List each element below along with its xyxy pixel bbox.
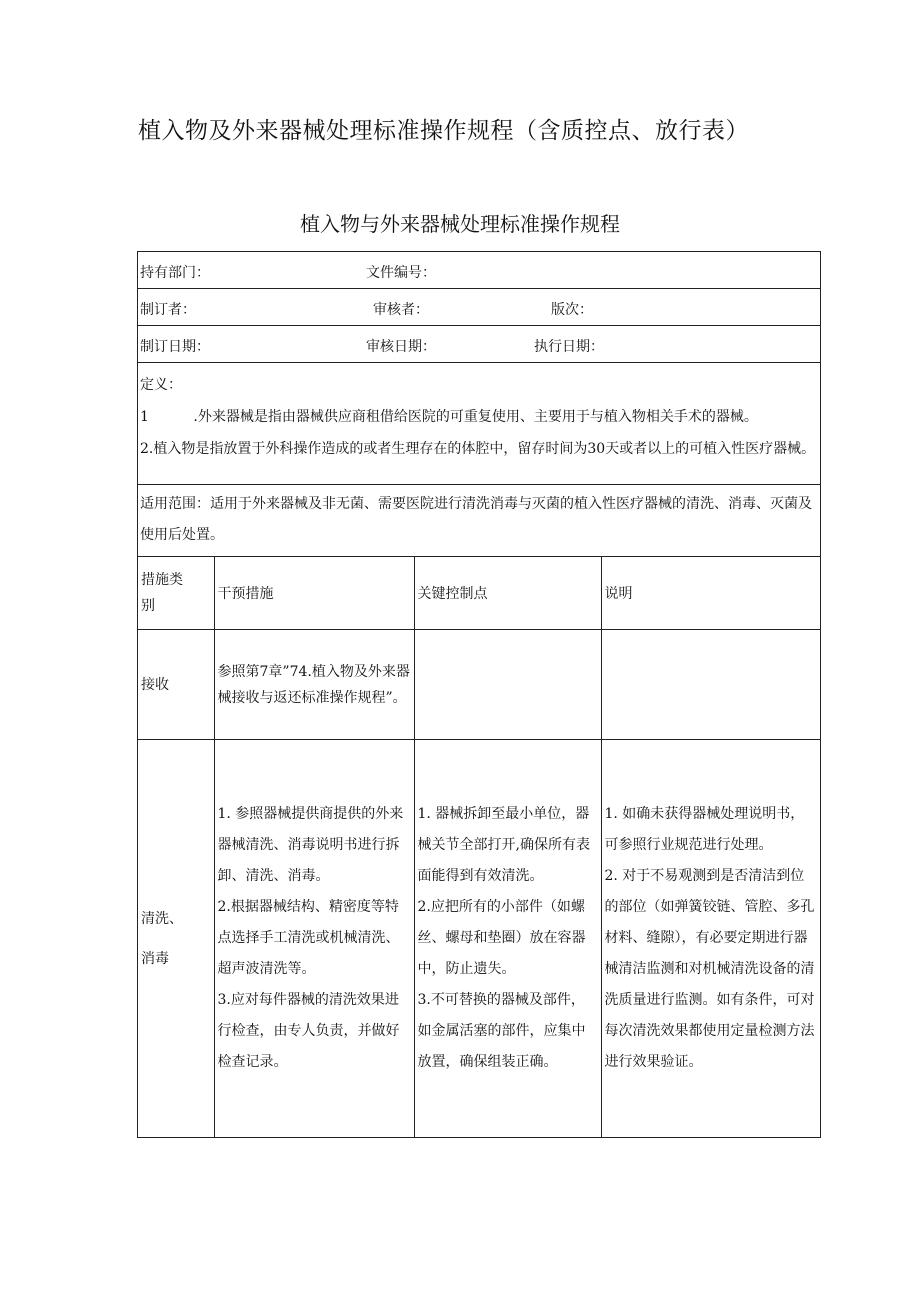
made-date-label: 制订日期：: [140, 339, 210, 355]
clean-intervention: 1. 参照器械提供商提供的外来器械清洗、消毒说明书进行拆卸、清洗、消毒。 2.根据器械结构、精密度等特点选择手工清洗或机械清洗、超声波清洗等。 3.应对每件器械的清洗效果进行检查，由专人负责，并做好检查记录。: [214, 740, 414, 1138]
measures-header-row: [138, 557, 820, 630]
header-note: 说明: [601, 557, 820, 630]
clean-control-point: 1. 器械拆卸至最小单位，器械关节全部打开,确保所有表面能得到有效清洗。 2.应把所有的小部件（如螺丝、螺母和垫圈）放在容器中，防止遗失。 3.不可替换的器械及部件，如金属活塞的部件，应集中放置，确保组装正确。: [414, 740, 601, 1138]
measures-table: [138, 557, 820, 1137]
measures-section: [138, 557, 820, 1137]
receive-category: 接收: [138, 630, 214, 740]
definition-item-2: 2.植入物是指放置于外科操作造成的或者生理存在的体腔中，留存时间为30天或者以上的可植入性医疗器械。: [140, 441, 816, 457]
info-row-author: [138, 289, 820, 326]
clean-note: 1. 如确未获得器械处理说明书，可参照行业规范进行处理。 2. 对于不易观测到是否清洁到位的部位（如弹簧铰链、管腔、多孔材料、缝隙），有必要定期进行器械清洁监测和对机械清洗设备的清洗质量进行监测。如有条件，可对每次清洗效果都使用定量检测方法进行效果验证。: [601, 740, 820, 1138]
procedure-table: [137, 251, 821, 1138]
dept-label: 持有部门：: [140, 265, 210, 281]
table-title: 植入物与外来器械处理标准操作规程: [300, 212, 620, 236]
receive-row: [138, 630, 820, 740]
info-row-dept: [138, 252, 820, 289]
receive-control-point: [414, 630, 601, 740]
version-label: 版次：: [551, 302, 593, 318]
clean-row: [138, 740, 820, 1138]
header-intervention: 干预措施: [214, 557, 414, 630]
scope-section: [138, 485, 820, 557]
definition-item-1: 1 .外来器械是指由器械供应商租借给医院的可重复使用、主要用于与植入物相关手术的器械。: [140, 409, 758, 425]
header-control-point: 关键控制点: [414, 557, 601, 630]
document-title: 植入物及外来器械处理标准操作规程（含质控点、放行表）: [138, 118, 749, 144]
header-category: 措施类 别: [141, 572, 183, 614]
receive-note: [601, 630, 820, 740]
receive-intervention: 参照第7章”74.植入物及外来器械接收与返还标准操作规程”。: [214, 630, 414, 740]
doc-no-label: 文件编号：: [366, 265, 436, 281]
clean-category: 清洗、 消毒: [138, 740, 214, 1138]
exec-date-label: 执行日期：: [534, 339, 604, 355]
info-row-dates: [138, 326, 820, 363]
review-date-label: 审核日期：: [366, 339, 436, 355]
definition-section: [138, 363, 820, 485]
reviewer-label: 审核者：: [373, 302, 429, 318]
definition-heading: 定义：: [140, 377, 182, 393]
author-label: 制订者：: [140, 302, 196, 318]
scope-text: 适用范围：适用于外来器械及非无菌、需要医院进行清洗消毒与灭菌的植入性医疗器械的清洗、消毒、灭菌及使用后处置。: [140, 496, 812, 543]
